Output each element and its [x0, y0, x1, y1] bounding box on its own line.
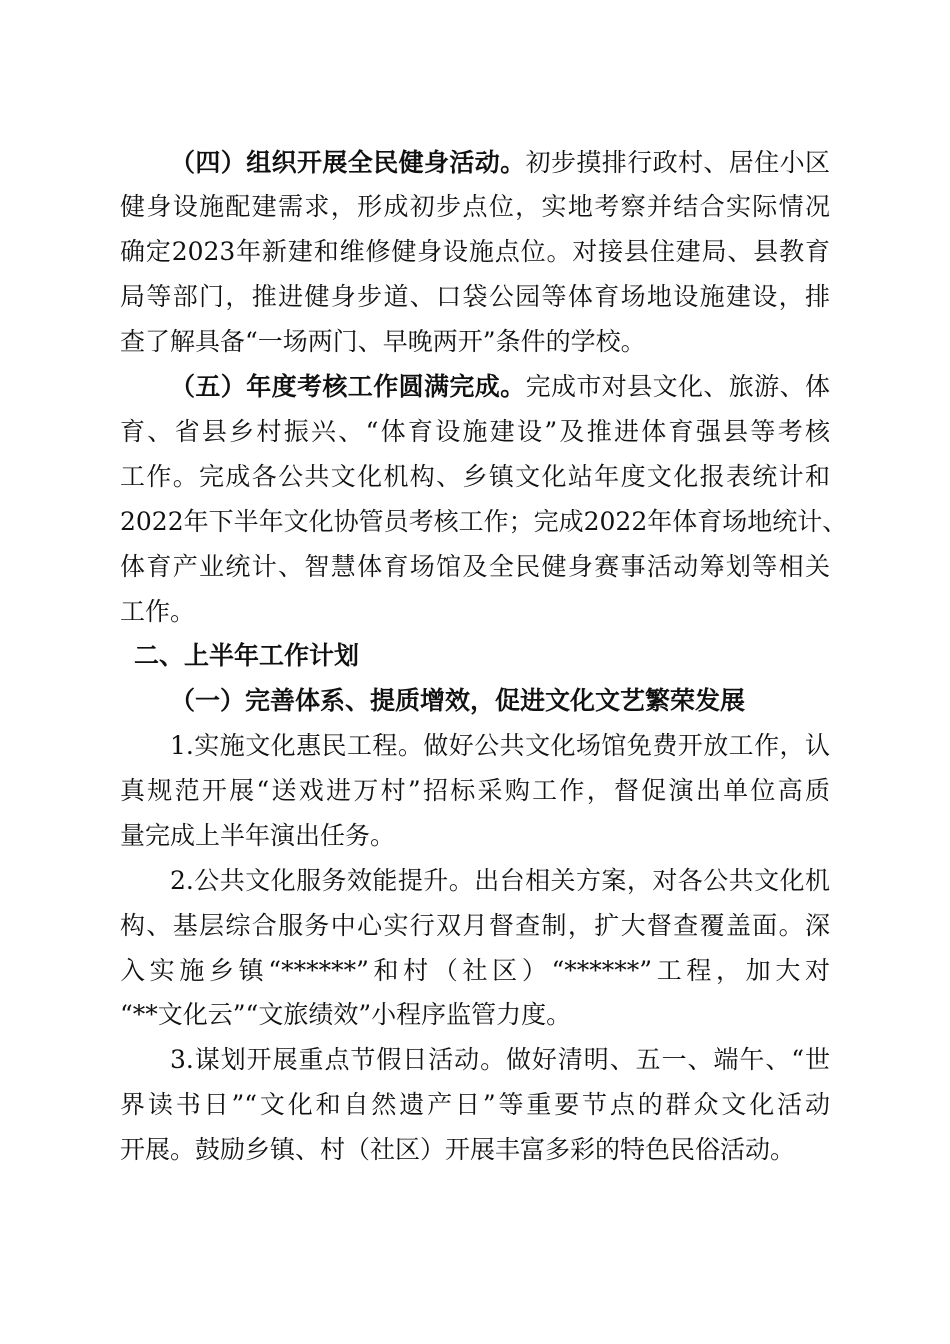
section4-heading: （四）组织开展全民健身活动。	[170, 148, 526, 177]
paragraph-line: 入实施乡镇“******”和村（社区）“******”工程，加大对	[120, 956, 830, 985]
part2-subheading: （一）完善体系、提质增效，促进文化文艺繁荣发展	[170, 686, 746, 715]
section4-first-line	[120, 148, 830, 178]
paragraph-line: 查了解具备“一场两门、早晚两开”条件的学校。	[120, 327, 646, 356]
paragraph-line: 健身设施配建需求，形成初步点位，实地考察并结合实际情况	[120, 192, 830, 221]
paragraph-line: 工作。完成各公共文化机构、乡镇文化站年度文化报表统计和	[120, 462, 830, 491]
paragraph-line: 2022年下半年文化协管员考核工作；完成2022年体育场地统计、	[120, 507, 848, 536]
paragraph-line: 构、基层综合服务中心实行双月督查制，扩大督查覆盖面。深	[120, 911, 830, 940]
part2-title: 二、上半年工作计划	[134, 641, 360, 670]
paragraph-line: 体育产业统计、智慧体育场馆及全民健身赛事活动筹划等相关	[120, 552, 830, 581]
paragraph-line: 工作。	[120, 597, 196, 626]
paragraph-line: 局等部门，推进健身步道、口袋公园等体育场地设施建设，排	[120, 282, 830, 311]
paragraph-line: 界读书日”“文化和自然遗产日”等重要节点的群众文化活动	[120, 1090, 830, 1119]
paragraph-line: 量完成上半年演出任务。	[120, 821, 396, 850]
paragraph-line: 真规范开展“送戏进万村”招标采购工作，督促演出单位高质	[120, 776, 830, 805]
section5-heading: （五）年度考核工作圆满完成。	[170, 372, 526, 401]
paragraph-line: “**文化云”“文旅绩效”小程序监管力度。	[120, 1000, 572, 1029]
item3-line: 3.谋划开展重点节假日活动。做好清明、五一、端午、“世	[170, 1045, 830, 1074]
item1-line: 1.实施文化惠民工程。做好公共文化场馆免费开放工作，认	[170, 731, 830, 760]
paragraph-line: 确定2023年新建和维修健身设施点位。对接县住建局、县教育	[120, 237, 830, 266]
section4-text: 初步摸排行政村、居住小区	[525, 148, 830, 177]
item2-line: 2.公共文化服务效能提升。出台相关方案，对各公共文化机	[170, 866, 830, 895]
paragraph-line: 开展。鼓励乡镇、村（社区）开展丰富多彩的特色民俗活动。	[120, 1135, 796, 1164]
section5-text: 完成市对县文化、旅游、体	[525, 372, 830, 401]
section5-first-line	[120, 372, 830, 402]
paragraph-line: 育、省县乡村振兴、“体育设施建设”及推进体育强县等考核	[120, 417, 830, 446]
